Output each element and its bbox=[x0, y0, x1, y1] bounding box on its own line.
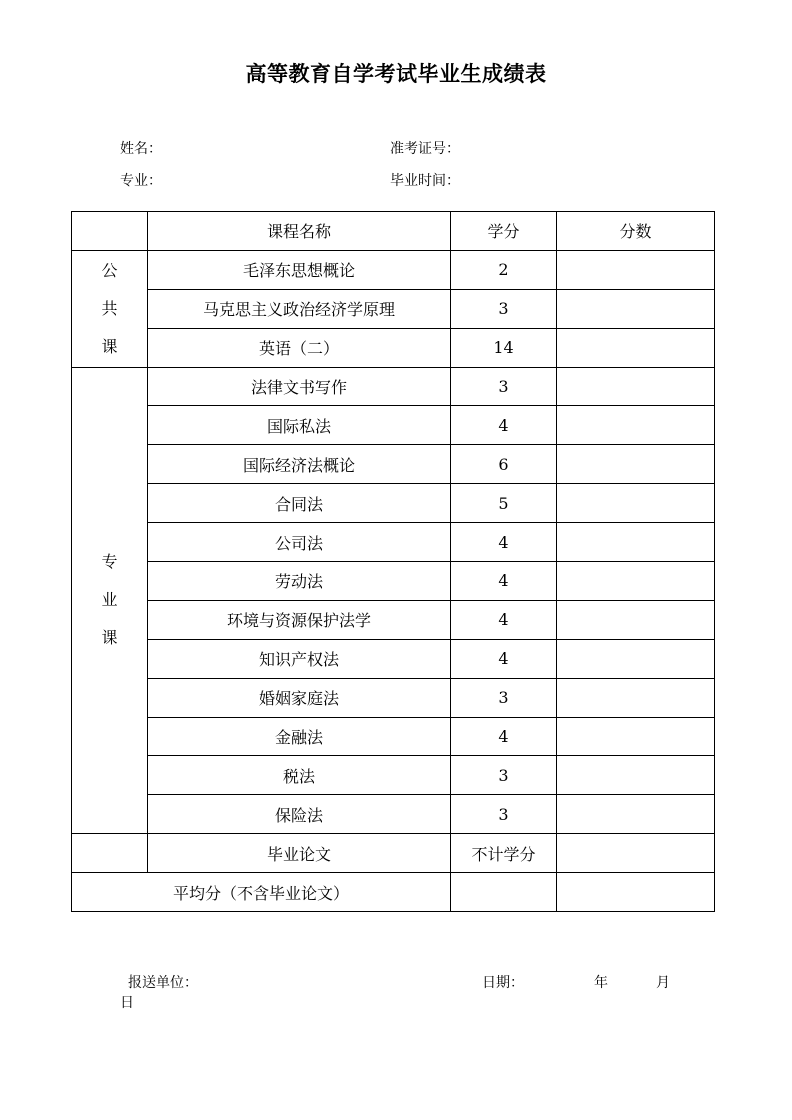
average-label-cell: 平均分（不含毕业论文） bbox=[72, 873, 451, 912]
average-score-cell bbox=[557, 873, 715, 912]
course-name-cell: 合同法 bbox=[148, 484, 451, 523]
course-credit-cell: 3 bbox=[451, 756, 557, 795]
course-name-cell: 公司法 bbox=[148, 523, 451, 562]
course-name-cell: 环境与资源保护法学 bbox=[148, 600, 451, 639]
date-label: 日期： bbox=[482, 975, 524, 991]
course-row bbox=[72, 250, 715, 289]
course-name-cell: 金融法 bbox=[148, 717, 451, 756]
course-name-cell: 知识产权法 bbox=[148, 639, 451, 678]
thesis-score-cell bbox=[557, 834, 715, 873]
course-name-cell: 英语（二） bbox=[148, 328, 451, 367]
course-row bbox=[72, 523, 715, 562]
thesis-row bbox=[72, 834, 715, 873]
course-credit-cell: 4 bbox=[451, 600, 557, 639]
course-score-cell bbox=[557, 484, 715, 523]
course-row bbox=[72, 795, 715, 834]
major-courses-category-char: 课 bbox=[101, 628, 118, 648]
course-row bbox=[72, 678, 715, 717]
course-credit-cell: 4 bbox=[451, 523, 557, 562]
month-label: 月 bbox=[656, 975, 670, 991]
course-credit-cell: 3 bbox=[451, 795, 557, 834]
course-credit-cell: 2 bbox=[451, 250, 557, 289]
average-row bbox=[72, 873, 715, 912]
course-score-cell bbox=[557, 523, 715, 562]
course-name-cell: 毛泽东思想概论 bbox=[148, 250, 451, 289]
course-name-cell: 国际经济法概论 bbox=[148, 445, 451, 484]
header-score: 分数 bbox=[557, 212, 715, 251]
course-credit-cell: 3 bbox=[451, 678, 557, 717]
submitting-unit-label: 报送单位： bbox=[128, 975, 198, 991]
grades-table bbox=[71, 211, 715, 912]
day-label: 日 bbox=[120, 995, 134, 1011]
course-row bbox=[72, 600, 715, 639]
header-credit: 学分 bbox=[451, 212, 557, 251]
course-credit-cell: 5 bbox=[451, 484, 557, 523]
thesis-blank-cell bbox=[72, 834, 148, 873]
course-credit-cell: 4 bbox=[451, 717, 557, 756]
public-courses-category-char: 公 bbox=[101, 260, 118, 280]
public-courses-category-cell bbox=[72, 250, 148, 367]
public-courses-category-char: 课 bbox=[101, 336, 118, 356]
year-label: 年 bbox=[594, 975, 608, 991]
course-row bbox=[72, 445, 715, 484]
header-blank-cell bbox=[72, 212, 148, 251]
major-courses-category-char: 业 bbox=[101, 590, 118, 610]
major-label: 专业： bbox=[120, 173, 162, 189]
exam-id-label: 准考证号： bbox=[390, 141, 460, 157]
course-score-cell bbox=[557, 406, 715, 445]
course-score-cell bbox=[557, 639, 715, 678]
course-name-cell: 国际私法 bbox=[148, 406, 451, 445]
course-credit-cell: 4 bbox=[451, 562, 557, 601]
course-row bbox=[72, 328, 715, 367]
course-row bbox=[72, 562, 715, 601]
course-name-cell: 婚姻家庭法 bbox=[148, 678, 451, 717]
major-courses-category-char: 专 bbox=[101, 552, 118, 572]
thesis-name-cell: 毕业论文 bbox=[148, 834, 451, 873]
course-row bbox=[72, 289, 715, 328]
course-credit-cell: 4 bbox=[451, 406, 557, 445]
course-credit-cell: 14 bbox=[451, 328, 557, 367]
public-courses-category-char: 共 bbox=[101, 298, 118, 318]
course-score-cell bbox=[557, 367, 715, 406]
course-score-cell bbox=[557, 445, 715, 484]
thesis-credit-cell: 不计学分 bbox=[451, 834, 557, 873]
header-row bbox=[72, 212, 715, 251]
course-score-cell bbox=[557, 717, 715, 756]
course-row bbox=[72, 367, 715, 406]
course-credit-cell: 3 bbox=[451, 289, 557, 328]
course-name-cell: 税法 bbox=[148, 756, 451, 795]
course-score-cell bbox=[557, 678, 715, 717]
course-row bbox=[72, 484, 715, 523]
average-credit-cell bbox=[451, 873, 557, 912]
course-credit-cell: 4 bbox=[451, 639, 557, 678]
course-score-cell bbox=[557, 328, 715, 367]
course-name-cell: 保险法 bbox=[148, 795, 451, 834]
major-courses-category-cell bbox=[72, 367, 148, 834]
course-row bbox=[72, 639, 715, 678]
grad-time-label: 毕业时间： bbox=[390, 173, 460, 189]
page-title: 高等教育自学考试毕业生成绩表 bbox=[245, 62, 547, 86]
course-name-cell: 法律文书写作 bbox=[148, 367, 451, 406]
course-score-cell bbox=[557, 562, 715, 601]
course-score-cell bbox=[557, 250, 715, 289]
course-row bbox=[72, 756, 715, 795]
course-row bbox=[72, 406, 715, 445]
course-name-cell: 马克思主义政治经济学原理 bbox=[148, 289, 451, 328]
course-credit-cell: 3 bbox=[451, 367, 557, 406]
course-name-cell: 劳动法 bbox=[148, 562, 451, 601]
course-score-cell bbox=[557, 795, 715, 834]
course-score-cell bbox=[557, 600, 715, 639]
course-credit-cell: 6 bbox=[451, 445, 557, 484]
name-label: 姓名： bbox=[120, 141, 162, 157]
course-row bbox=[72, 717, 715, 756]
course-score-cell bbox=[557, 756, 715, 795]
header-course-name: 课程名称 bbox=[148, 212, 451, 251]
course-score-cell bbox=[557, 289, 715, 328]
